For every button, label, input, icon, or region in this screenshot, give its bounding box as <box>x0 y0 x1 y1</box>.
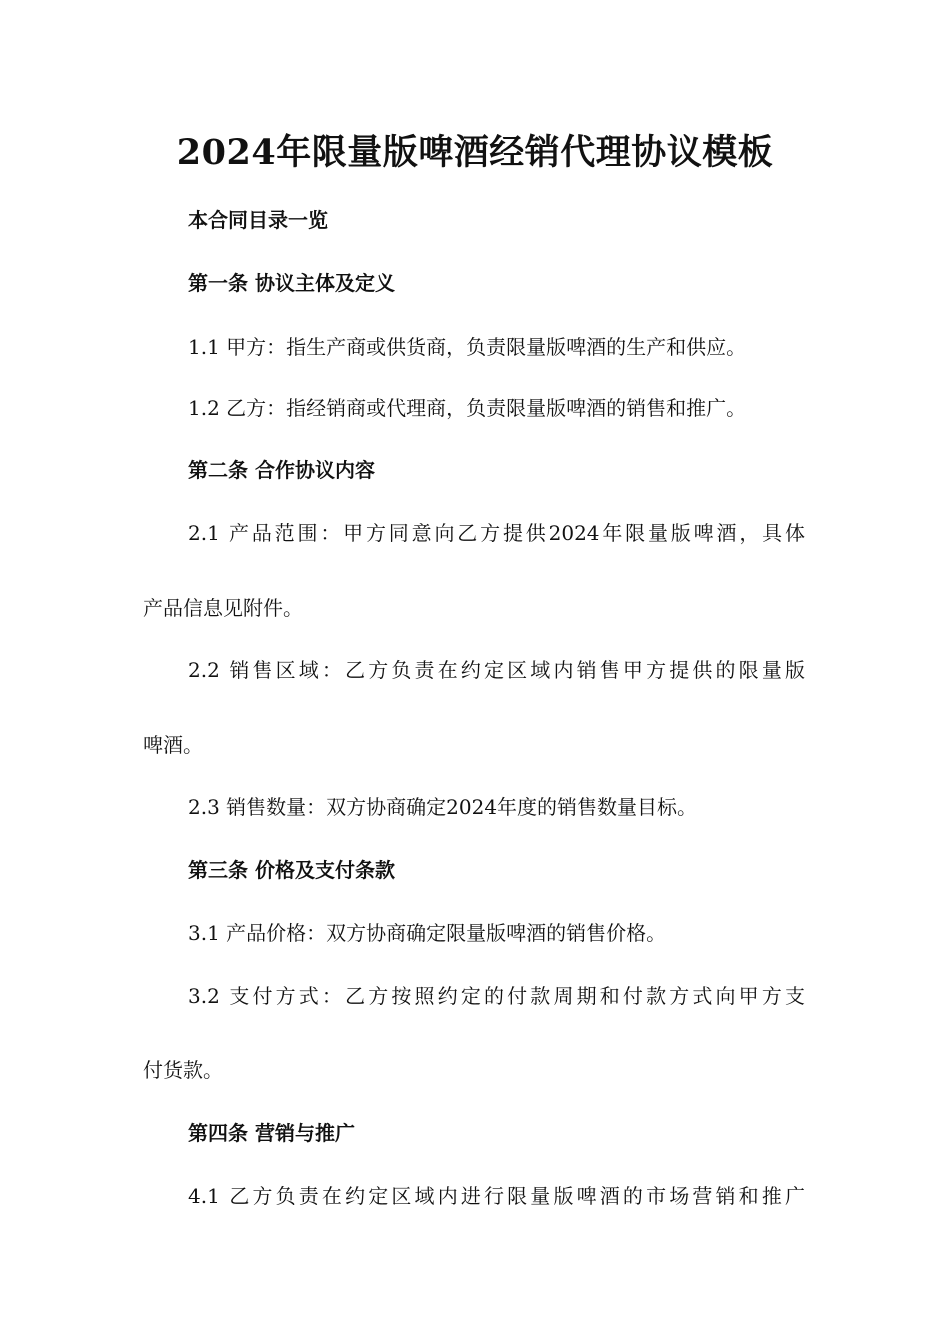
clause-2-1-continuation: 产品信息见附件。 <box>143 596 303 620</box>
article-4-heading: 第四条 营销与推广 <box>188 1121 355 1145</box>
clause-2-2: 2.2 销售区域：乙方负责在约定区域内销售甲方提供的限量版 <box>188 658 805 682</box>
clause-1-2: 1.2 乙方：指经销商或代理商，负责限量版啤酒的销售和推广。 <box>188 396 747 420</box>
article-1-heading: 第一条 协议主体及定义 <box>188 271 395 295</box>
article-2-heading: 第二条 合作协议内容 <box>188 458 375 482</box>
article-3-heading: 第三条 价格及支付条款 <box>188 858 395 882</box>
clause-3-2-continuation: 付货款。 <box>143 1058 223 1082</box>
clause-2-1: 2.1 产品范围：甲方同意向乙方提供2024年限量版啤酒，具体 <box>188 521 805 545</box>
clause-4-1: 4.1 乙方负责在约定区域内进行限量版啤酒的市场营销和推广 <box>188 1184 805 1208</box>
document-title: 2024年限量版啤酒经销代理协议模板 <box>176 132 774 173</box>
clause-3-1: 3.1 产品价格：双方协商确定限量版啤酒的销售价格。 <box>188 921 667 945</box>
clause-3-2: 3.2 支付方式：乙方按照约定的付款周期和付款方式向甲方支 <box>188 984 805 1008</box>
clause-2-2-continuation: 啤酒。 <box>143 733 203 757</box>
clause-2-3: 2.3 销售数量：双方协商确定2024年度的销售数量目标。 <box>188 795 698 819</box>
table-of-contents-heading: 本合同目录一览 <box>188 208 328 232</box>
clause-1-1: 1.1 甲方：指生产商或供货商，负责限量版啤酒的生产和供应。 <box>188 335 747 359</box>
